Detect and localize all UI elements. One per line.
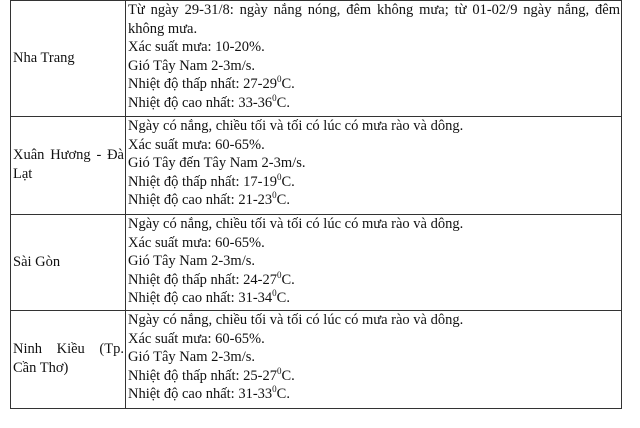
location-name-line-2: Lạt <box>13 166 33 182</box>
location-cell <box>11 1 126 117</box>
location-cell <box>11 215 126 311</box>
wind-info: Gió Tây đến Tây Nam 2-3m/s. <box>128 155 306 172</box>
location-name-line-2: Cần Thơ) <box>13 360 69 376</box>
forecast-summary: Ngày có nắng, chiều tối và tối có lúc có mưa rào và dông. <box>128 312 464 328</box>
location-cell <box>11 311 126 409</box>
rain-probability: Xác suất mưa: 60-65%. <box>128 234 265 251</box>
max-temperature: Nhiệt độ cao nhất: $33-36^0C$. <box>128 92 290 111</box>
table-row <box>11 117 622 215</box>
max-temperature: Nhiệt độ cao nhất: $31-34^0C$. <box>128 288 290 307</box>
location-name: Sài Gòn <box>13 253 61 270</box>
max-temperature: Nhiệt độ cao nhất: $31-33^0C$. <box>128 384 290 403</box>
table-row <box>11 1 622 117</box>
location-name-line-1: Xuân Hương - Đà <box>13 147 124 164</box>
forecast-cell <box>126 1 622 117</box>
forecast-cell <box>126 311 622 409</box>
min-temperature: Nhiệt độ thấp nhất: $17-19^0C$. <box>128 171 295 190</box>
forecast-cell <box>126 215 622 311</box>
forecast-cell <box>126 117 622 215</box>
rain-probability: Xác suất mưa: 60-65%. <box>128 330 265 347</box>
min-temperature: Nhiệt độ thấp nhất: $27-29^0C$. <box>128 74 295 93</box>
rain-probability: Xác suất mưa: 60-65%. <box>128 136 265 153</box>
wind-info: Gió Tây Nam 2-3m/s. <box>128 349 255 366</box>
forecast-summary: Ngày có nắng, chiều tối và tối có lúc có mưa rào và dông. <box>128 216 464 232</box>
min-temperature: Nhiệt độ thấp nhất: $24-27^0C$. <box>128 269 295 288</box>
forecast-summary: Ngày có nắng, chiều tối và tối có lúc có mưa rào và dông. <box>128 118 464 134</box>
table-row <box>11 215 622 311</box>
rain-probability: Xác suất mưa: 10-20%. <box>128 39 265 56</box>
table-row <box>11 311 622 409</box>
location-cell <box>11 117 126 215</box>
location-name: Nha Trang <box>13 49 75 66</box>
max-temperature: Nhiệt độ cao nhất: $21-23^0C$. <box>128 190 290 209</box>
wind-info: Gió Tây Nam 2-3m/s. <box>128 253 255 270</box>
wind-info: Gió Tây Nam 2-3m/s. <box>128 57 255 74</box>
weather-forecast-table <box>10 0 622 409</box>
forecast-summary: Từ ngày 29-31/8: ngày nắng nóng, đêm không mưa; từ 01-02/9 ngày nắng, đêm không mưa. <box>128 2 620 37</box>
location-name-line-1: Ninh Kiều (Tp. <box>13 341 124 358</box>
min-temperature: Nhiệt độ thấp nhất: $25-27^0C$. <box>128 365 295 384</box>
